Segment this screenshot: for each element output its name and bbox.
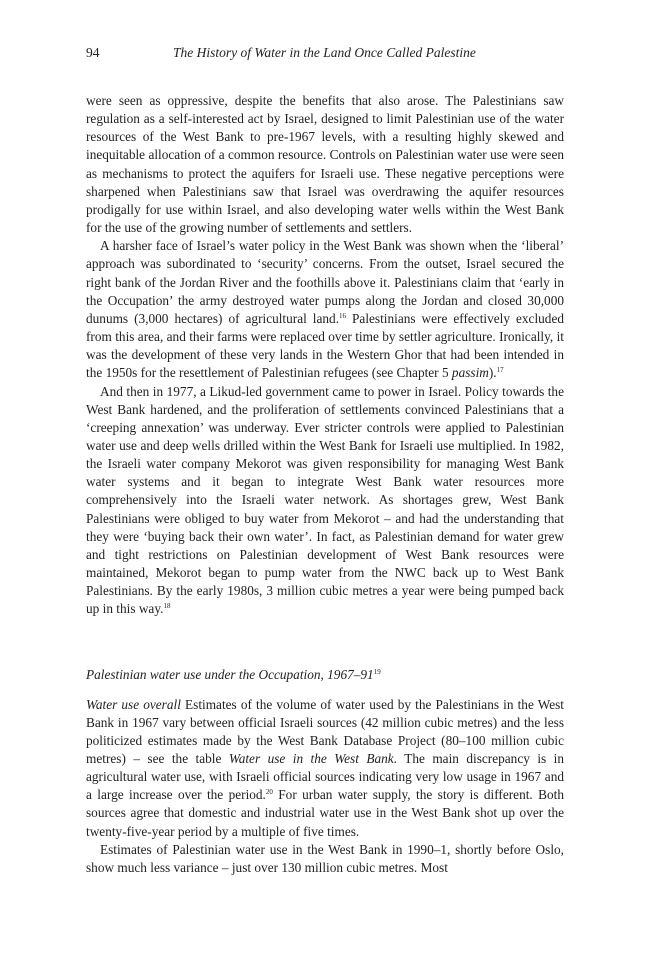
footnote-ref-19[interactable]: 19 <box>373 667 381 676</box>
paragraph-4-text-b: . The main discrepancy is in agricultural water use, with Israeli official sources indicating very low usage in 1967 and a large increase over the period. <box>86 751 564 803</box>
paragraph-2-text-a: A harsher face of Israel’s water policy in the West Bank was shown when the ‘liberal’ approach was subordinated to ‘security’ concerns. From the outset, Israel secured the right bank of the Jordan River and the foothills above it. Palestinians claim that ‘early in the Occupation’ the army destroyed water pumps along the Jordan and closed 30,000 dunums (3,000 hectares) of agricultural land. <box>86 238 564 326</box>
run-in-heading: Water use overall <box>86 696 181 712</box>
paragraph-2 <box>86 237 564 382</box>
section-heading <box>86 666 564 684</box>
paragraph-2-emphasis: passim <box>451 365 489 381</box>
paragraph-4-text-c: For urban water supply, the story is different. Both sources agree that domestic and industrial water use in the West Bank shot up over the twenty-five-year period by a multiple of five times. <box>86 787 564 839</box>
paragraph-5 <box>86 841 564 877</box>
running-title: The History of Water in the Land Once Called Palestine <box>173 45 476 60</box>
paragraph-5-text: Estimates of Palestinian water use in the West Bank in 1990–1, shortly before Oslo, show much less variance – just over 130 million cubic metres. Most <box>86 841 564 875</box>
paragraph-3-text: And then in 1977, a Likud-led government came to power in Israel. Policy towards the West Bank hardened, and the proliferation of settlements convinced Palestinians that a ‘creeping annexation’ was underway. Ever stricter controls were applied to Palestinian water use and deep wells drilled within the West Bank for Israeli use multiplied. In 1982, the Israeli water company Mekorot was given responsibility for managing West Bank water systems and it began to integrate West Bank water resources more comprehensively into the Israeli water network. As shortages grew, West Bank Palestinians were obliged to buy water from Mekorot – and had the understanding that they were ‘buying back their own water’. In fact, as Palestinian demand for water grew and tight restrictions on Palestinian development of West Bank resources were maintained, Mekorot began to pump water from the NWC back up to West Bank Palestinians. By the early 1980s, 3 million cubic metres a year were being pumped back up in this way. <box>86 383 564 617</box>
footnote-ref-18[interactable]: 18 <box>163 602 171 611</box>
paragraph-3 <box>86 383 564 619</box>
footnote-ref-17[interactable]: 17 <box>496 366 504 375</box>
footnote-ref-20[interactable]: 20 <box>265 788 273 797</box>
paragraph-1 <box>86 92 564 237</box>
paragraph-2-text-b: Palestinians were effectively excluded from this area, and their farms were replaced over time by settler agriculture. Ironically, it was the development of these very lands in the Western Ghor that had been intended in the 1950s for the resettlement of Palestinian refugees (see Chapter 5 <box>86 310 564 381</box>
paragraph-2-text-c: ). <box>488 365 497 381</box>
footnote-ref-16[interactable]: 16 <box>339 311 347 320</box>
paragraph-1-text: were seen as oppressive, despite the benefits that also arose. The Palestinians saw regulation as a self-interested act by Israel, designed to limit Palestinian use of the water resources of the West Bank to pre-1967 levels, with a resulting highly skewed and inequitable allocation of a common resource. Controls on Palestinian water use were seen as mechanisms to protect the aquifers for Israeli use. These negative perceptions were sharpened when Palestinians saw that Israel was overdrawing the aquifer resources prodigally for use within Israel, and also developing water wells within the West Bank for the use of the growing number of settlements and settlers. <box>86 93 564 236</box>
page-number: 94 <box>86 45 100 60</box>
paragraph-4 <box>86 696 564 841</box>
table-title-reference: Water use in the West Bank <box>228 751 394 766</box>
body-text <box>86 92 564 877</box>
paragraph-4-text-a: Estimates of the volume of water used by the Palestinians in the West Bank in 1967 vary between official Israeli sources (42 million cubic metres) and the less politicized estimates made by the West Bank Database Project (80–100 million cubic metres) – see the table <box>86 696 564 766</box>
section-heading-text: Palestinian water use under the Occupation, 1967–91 <box>86 666 374 682</box>
